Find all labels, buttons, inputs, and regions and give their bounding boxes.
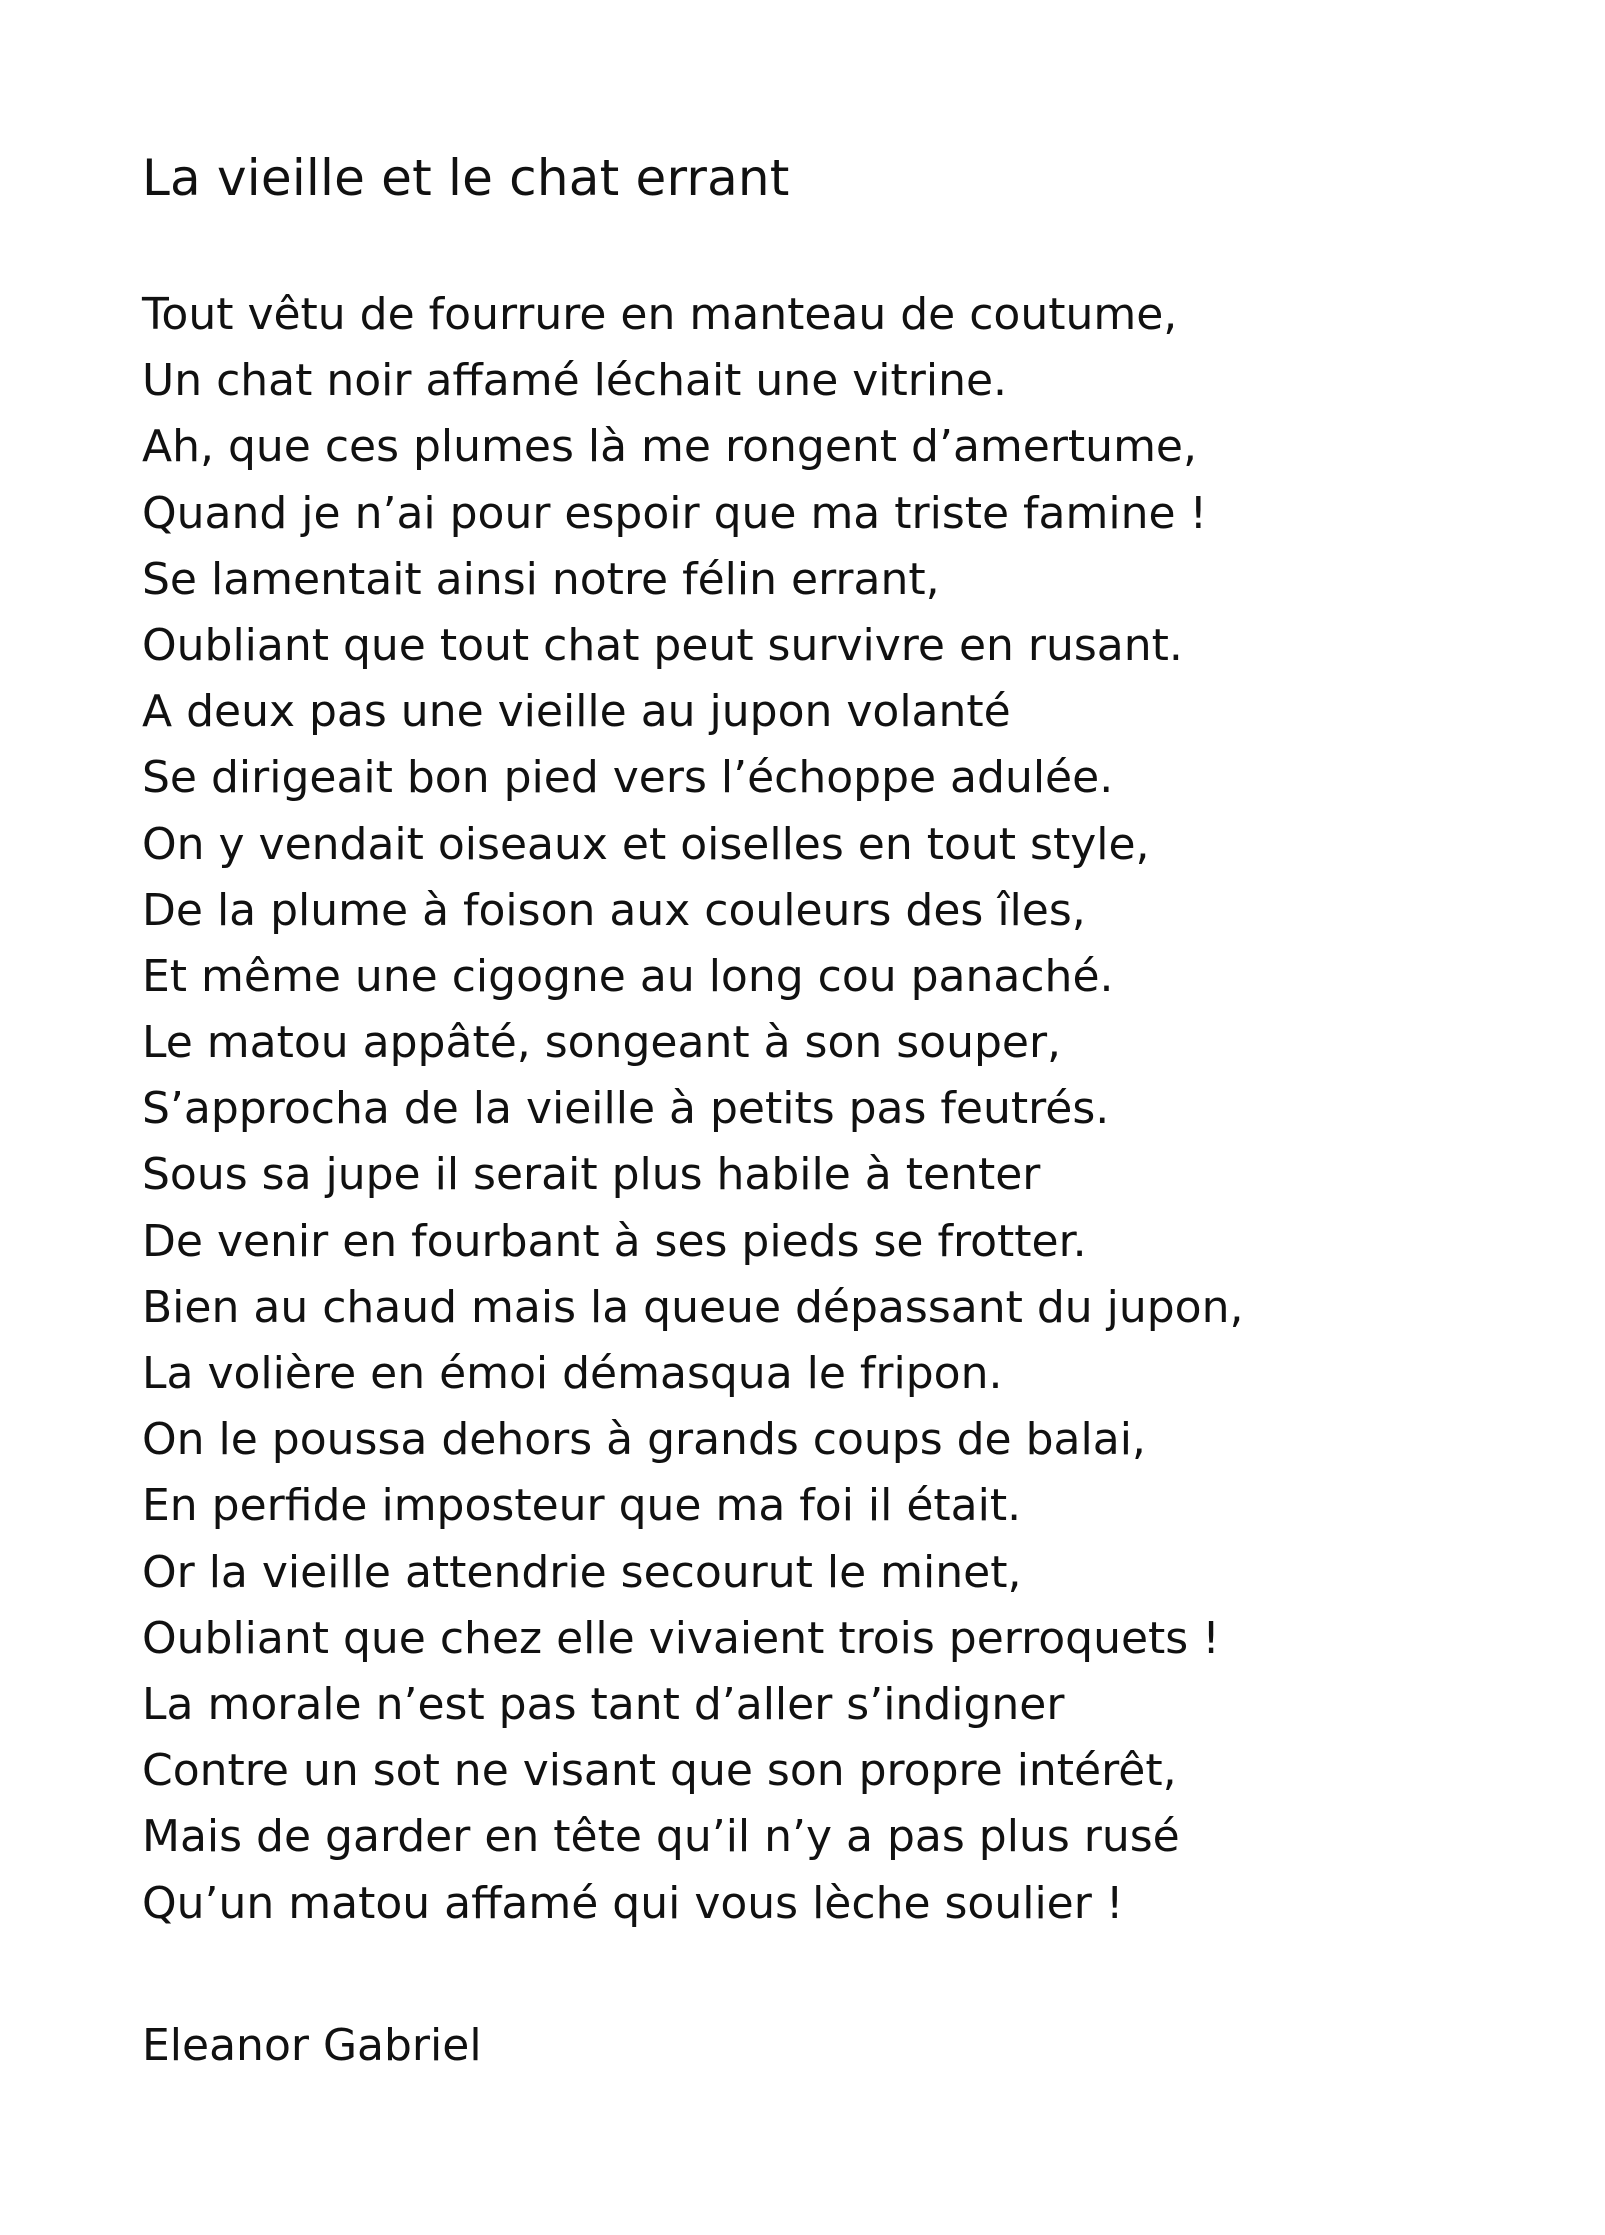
poem-line: S’approcha de la vieille à petits pas feutrés.: [142, 1083, 1110, 1135]
poem-line: A deux pas une vieille au jupon volanté: [142, 686, 1011, 738]
poem-line: Contre un sot ne visant que son propre intérêt,: [142, 1745, 1177, 1797]
poem-line: Mais de garder en tête qu’il n’y a pas plus rusé: [142, 1811, 1180, 1863]
poem-line: La morale n’est pas tant d’aller s’indigner: [142, 1678, 1065, 1730]
poem-line: Oubliant que chez elle vivaient trois perroquets !: [142, 1612, 1220, 1664]
poem-line: Tout vêtu de fourrure en manteau de coutume,: [142, 289, 1178, 340]
poem-line: Or la vieille attendrie secourut le minet,: [142, 1546, 1022, 1598]
poem-line: La volière en émoi démasqua le fripon.: [142, 1348, 1003, 1399]
poem-line: Bien au chaud mais la queue dépassant du jupon,: [142, 1281, 1244, 1333]
poem-title: La vieille et le chat errant: [142, 149, 790, 207]
poem-line: De la plume à foison aux couleurs des îles,: [142, 884, 1086, 936]
poem-line: Sous sa jupe il serait plus habile à tenter: [142, 1149, 1041, 1201]
poem-line: En perfide imposteur que ma foi il était.: [142, 1480, 1022, 1532]
poem-line: Se lamentait ainsi notre félin errant,: [142, 553, 940, 605]
poem-line: On y vendait oiseaux et oiselles en tout style,: [142, 818, 1150, 870]
poem-line: Quand je n’ai pour espoir que ma triste famine !: [142, 487, 1208, 539]
poem-line: De venir en fourbant à ses pieds se frotter.: [142, 1215, 1087, 1267]
poem-line: Ah, que ces plumes là me rongent d’amertume,: [142, 421, 1197, 473]
poem-line: Un chat noir affamé léchait une vitrine.: [142, 355, 1008, 407]
poem-line: Qu’un matou affamé qui vous lèche soulier !: [142, 1877, 1124, 1929]
poem-line: On le poussa dehors à grands coups de balai,: [142, 1414, 1146, 1466]
poem-line: Oubliant que tout chat peut survivre en rusant.: [142, 619, 1183, 671]
poem-body: [142, 282, 1243, 1937]
poem-line: Le matou appâté, songeant à son souper,: [142, 1017, 1062, 1069]
poem-line: Se dirigeait bon pied vers l’échoppe adulée.: [142, 752, 1114, 804]
poem-line: Et même une cigogne au long cou panaché.: [142, 950, 1114, 1002]
poem-author: Eleanor Gabriel: [142, 2020, 482, 2071]
